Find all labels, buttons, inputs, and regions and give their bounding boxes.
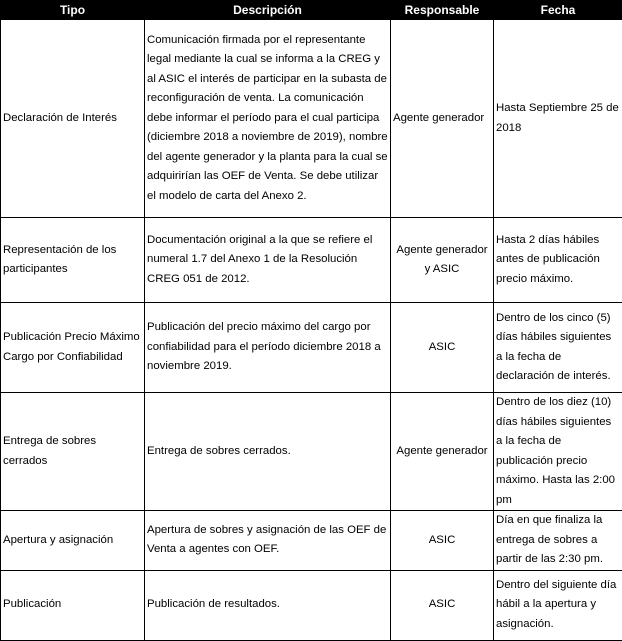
cell-descripcion: Apertura de sobres y asignación de las OEF de Venta a agentes con OEF. bbox=[145, 511, 391, 571]
cell-responsable: Agente generador y ASIC bbox=[391, 218, 494, 303]
cell-tipo: Apertura y asignación bbox=[1, 511, 145, 571]
cell-fecha: Hasta Septiembre 25 de 2018 bbox=[494, 20, 622, 218]
cell-fecha: Día en que finaliza la entrega de sobres a partir de las 2:30 pm. bbox=[494, 511, 622, 571]
cell-fecha: Dentro de los diez (10) días hábiles siguientes a la fecha de publicación precio máximo. Hasta las 2:00 pm bbox=[494, 393, 622, 511]
table-row bbox=[1, 303, 622, 393]
cell-fecha: Dentro de los cinco (5) días hábiles siguientes a la fecha de declaración de interés. bbox=[494, 303, 622, 393]
header-descripcion: Descripción bbox=[145, 1, 391, 20]
table-row bbox=[1, 511, 622, 571]
header-fecha: Fecha bbox=[494, 1, 622, 20]
header-tipo: Tipo bbox=[1, 1, 145, 20]
cell-fecha: Dentro del siguiente día hábil a la apertura y asignación. bbox=[494, 570, 622, 640]
header-responsable: Responsable bbox=[391, 1, 494, 20]
cell-tipo: Declaración de Interés bbox=[1, 20, 145, 218]
cell-tipo: Publicación Precio Máximo Cargo por Confiabilidad bbox=[1, 303, 145, 393]
cell-responsable: ASIC bbox=[391, 303, 494, 393]
cell-responsable: Agente generador bbox=[391, 393, 494, 511]
cell-descripcion: Publicación del precio máximo del cargo por confiabilidad para el período diciembre 2018 a noviembre 2019. bbox=[145, 303, 391, 393]
cell-responsable: ASIC bbox=[391, 511, 494, 571]
cell-tipo: Entrega de sobres cerrados bbox=[1, 393, 145, 511]
cell-responsable: ASIC bbox=[391, 570, 494, 640]
cell-fecha: Hasta 2 días hábiles antes de publicación precio máximo. bbox=[494, 218, 622, 303]
cell-descripcion: Entrega de sobres cerrados. bbox=[145, 393, 391, 511]
cell-tipo: Representación de los participantes bbox=[1, 218, 145, 303]
table-row bbox=[1, 393, 622, 511]
cell-descripcion: Comunicación firmada por el representante legal mediante la cual se informa a la CREG y al ASIC el interés de participar en la subasta de reconfiguración de venta. La comunicación debe informar el período para el cual participa (diciembre 2018 a noviembre de 2019), nombre del agente generador y la planta para la cual se adquirirían las OEF de Venta. Se debe utilizar el modelo de carta del Anexo 2. bbox=[145, 20, 391, 218]
header-row bbox=[1, 1, 622, 20]
table-row bbox=[1, 20, 622, 218]
cell-tipo: Publicación bbox=[1, 570, 145, 640]
table-row bbox=[1, 570, 622, 640]
cell-descripcion: Documentación original a la que se refiere el numeral 1.7 del Anexo 1 de la Resolución CREG 051 de 2012. bbox=[145, 218, 391, 303]
cell-responsable: Agente generador bbox=[391, 20, 494, 218]
cell-descripcion: Publicación de resultados. bbox=[145, 570, 391, 640]
table-row bbox=[1, 218, 622, 303]
